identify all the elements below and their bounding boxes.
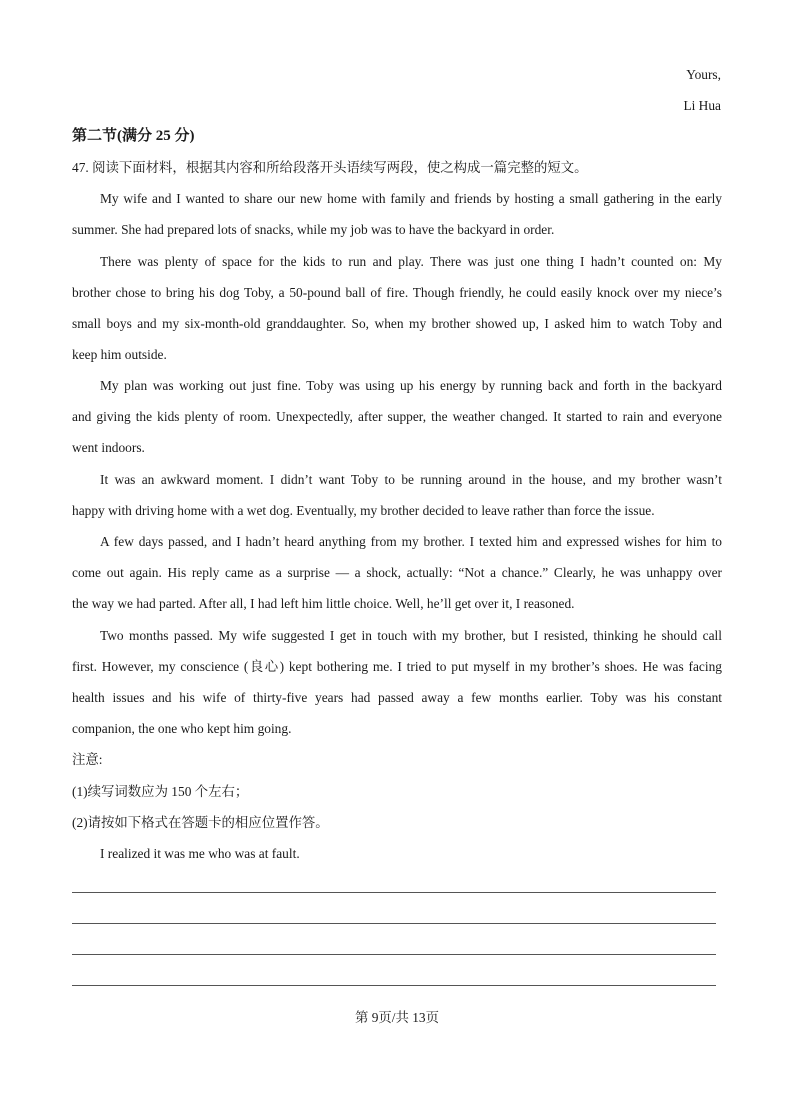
- story-line: A few days passed, and I hadn’t heard anything from my brother. I texted him and expressed wishes for him to: [100, 534, 722, 549]
- story-line: keep him outside.: [72, 347, 167, 362]
- story-line: small boys and my six-month-old granddaughter. So, when my brother showed up, I asked him to watch Toby and: [72, 316, 722, 331]
- answer-line[interactable]: [72, 954, 716, 955]
- answer-line[interactable]: [72, 892, 716, 893]
- story-line: went indoors.: [72, 440, 145, 455]
- story-line: brother chose to bring his dog Toby, a 50-pound ball of fire. Though friendly, he could easily knock over my niece’s: [72, 285, 722, 300]
- story-line: first. However, my conscience (良心) kept bothering me. I tried to put myself in my brother’s shoes. He was facing: [72, 659, 722, 674]
- story-line: health issues and his wife of thirty-five years had passed away a few months earlier. Toby was his constant: [72, 690, 722, 705]
- story-line: There was plenty of space for the kids to run and play. There was just one thing I hadn’t counted on: My: [100, 254, 722, 269]
- page-number: 第 9页/共 13页: [354, 1010, 440, 1025]
- story-line: It was an awkward moment. I didn’t want Toby to be running around in the house, and my brother wasn’t: [100, 472, 722, 487]
- story-line: My wife and I wanted to share our new home with family and friends by hosting a small gathering in the early: [100, 191, 722, 206]
- answer-line[interactable]: [72, 985, 716, 986]
- note-item-1: (1)续写词数应为 150 个左右；: [72, 784, 249, 799]
- closing-salutation: Yours,: [686, 67, 721, 82]
- story-line: and giving the kids plenty of room. Unexpectedly, after supper, the weather changed. It started to rain and everyone: [72, 409, 722, 424]
- notes-label: 注意:: [72, 752, 103, 767]
- section-heading: 第二节(满分 25 分): [72, 128, 195, 144]
- story-line: come out again. His reply came as a surprise — a shock, actually: “Not a chance.” Clearly, he was unhappy over: [72, 565, 722, 580]
- story-line: Two months passed. My wife suggested I get in touch with my brother, but I resisted, thinking he should call: [100, 628, 722, 643]
- closing-signature: Li Hua: [683, 98, 721, 113]
- answer-line[interactable]: [72, 923, 716, 924]
- story-line: companion, the one who kept him going.: [72, 721, 292, 736]
- story-line: happy with driving home with a wet dog. Eventually, my brother decided to leave rather than force the issue.: [72, 503, 655, 518]
- question-instruction: 47. 阅读下面材料，根据其内容和所给段落开头语续写两段，使之构成一篇完整的短文。: [72, 160, 588, 175]
- story-line: the way we had parted. After all, I had left him little choice. Well, he’ll get over it, I reasoned.: [72, 596, 575, 611]
- note-item-2: (2)请按如下格式在答题卡的相应位置作答。: [72, 815, 329, 830]
- story-line: summer. She had prepared lots of snacks, while my job was to have the backyard in order.: [72, 222, 555, 237]
- story-line: My plan was working out just fine. Toby was using up his energy by running back and forth in the backyard: [100, 378, 722, 393]
- continuation-prompt: I realized it was me who was at fault.: [100, 846, 300, 861]
